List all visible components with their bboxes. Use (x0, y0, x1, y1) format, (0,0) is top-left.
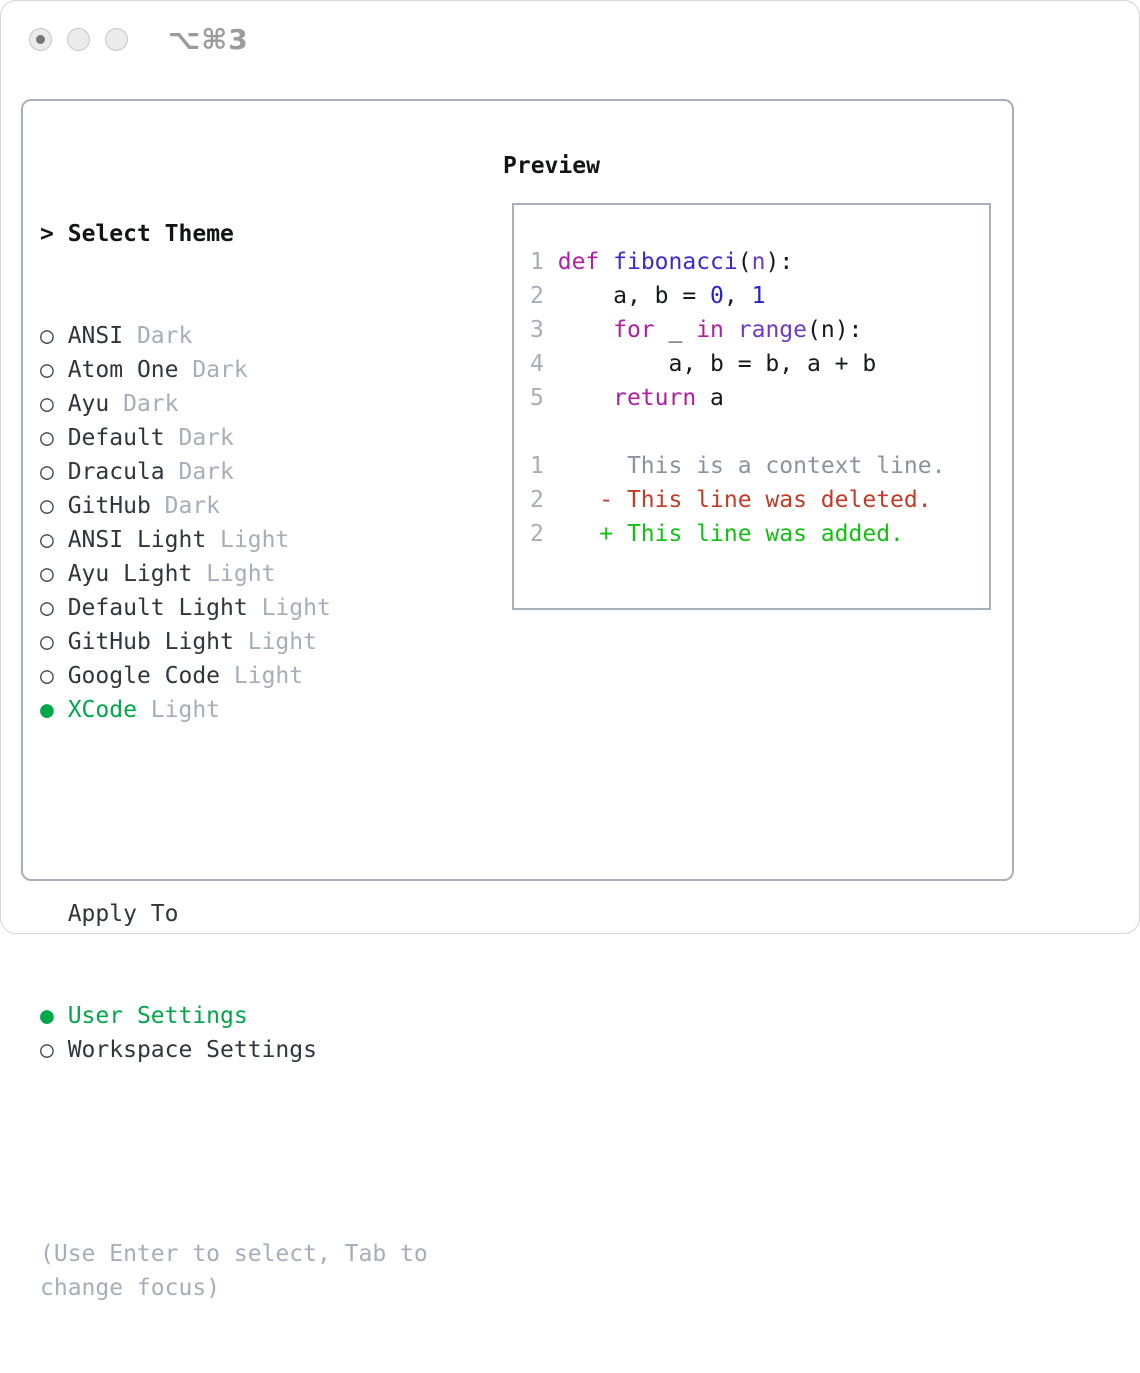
code-token-pl: a (696, 385, 724, 411)
radio-unselected-icon: ○ (40, 493, 54, 519)
theme-variant: Light (233, 663, 304, 689)
radio-unselected-icon: ○ (40, 459, 54, 485)
theme-list (40, 149, 480, 1373)
radio-unselected-icon: ○ (40, 595, 54, 621)
theme-option-default-dark[interactable] (40, 421, 480, 455)
code-line (530, 449, 989, 483)
radio-selected-icon: ● (40, 697, 54, 723)
theme-name: Dracula (53, 459, 179, 485)
theme-name: ANSI Light (53, 527, 221, 553)
theme-name: GitHub (53, 493, 165, 519)
code-line (530, 381, 989, 415)
spacer (40, 1135, 480, 1169)
theme-variant: Light (247, 629, 317, 655)
code-token-pl (544, 317, 613, 343)
theme-option-default-light-light[interactable] (40, 591, 480, 625)
code-line (530, 347, 989, 381)
theme-name: ANSI (53, 323, 137, 349)
code-token-kw: return (613, 385, 697, 411)
code-token-del: - This line was deleted. (599, 487, 932, 513)
code-token-pm: n (751, 249, 766, 275)
apply-option-user-settings[interactable] (40, 999, 480, 1033)
code-token-pl (544, 249, 558, 275)
line-number: 3 (530, 317, 544, 343)
theme-options (40, 319, 480, 727)
theme-option-xcode-light[interactable] (40, 693, 480, 727)
theme-variant: Dark (136, 323, 193, 349)
theme-option-ayu-light-light[interactable] (40, 557, 480, 591)
radio-unselected-icon: ○ (40, 527, 54, 553)
main-panel (21, 99, 1014, 1301)
theme-name: Atom One (53, 357, 193, 383)
apply-option-workspace-settings[interactable] (40, 1033, 480, 1067)
radio-unselected-icon: ○ (40, 357, 54, 383)
code-token-pl: ( (737, 249, 752, 275)
select-theme-header (40, 217, 480, 251)
apply-to-header (40, 897, 480, 931)
code-token-pl (544, 453, 627, 479)
theme-option-ansi-dark[interactable] (40, 319, 480, 353)
code-preview (530, 245, 989, 551)
code-token-fn: fibonacci (613, 249, 738, 275)
theme-variant: Dark (178, 425, 234, 451)
code-line (530, 483, 989, 517)
zoom-button[interactable] (105, 28, 128, 51)
code-token-kw: in (696, 317, 724, 343)
theme-variant: Dark (178, 459, 234, 485)
code-token-pl (544, 521, 599, 547)
preview-title: Preview (503, 153, 600, 179)
theme-name: Default Light (53, 595, 262, 621)
code-token-kw: def (557, 249, 600, 275)
theme-option-github-dark[interactable] (40, 489, 480, 523)
code-token-pl: a, b = b, a + b (668, 351, 877, 377)
code-token-pl (544, 385, 613, 411)
theme-variant: Dark (192, 357, 248, 383)
code-token-pm: range (737, 317, 808, 343)
line-number: 5 (530, 385, 544, 411)
theme-option-ansi-light-light[interactable] (40, 523, 480, 557)
theme-variant: Light (206, 561, 276, 587)
theme-name: XCode (53, 697, 151, 723)
code-token-pl: ): (765, 249, 794, 275)
code-line (530, 279, 989, 313)
code-token-pl (544, 487, 599, 513)
theme-name: Ayu (53, 391, 124, 417)
theme-variant: Light (261, 595, 331, 621)
code-line (530, 313, 989, 347)
prompt-icon: > (40, 221, 54, 247)
preview-box (512, 203, 991, 610)
radio-unselected-icon: ○ (40, 425, 54, 451)
theme-name: Google Code (53, 663, 234, 689)
apply-to-title: Apply To (67, 901, 179, 927)
code-token-pl (544, 351, 669, 377)
theme-variant: Light (150, 697, 221, 723)
code-token-kw: for (613, 317, 655, 343)
theme-name: Default (53, 425, 179, 451)
theme-option-google-code-light[interactable] (40, 659, 480, 693)
code-token-pl: , (723, 283, 752, 309)
line-number: 2 (530, 283, 544, 309)
apply-option-label: User Settings (53, 1003, 248, 1029)
keyboard-shortcut-label: ⌥⌘3 (168, 23, 249, 56)
code-line (530, 517, 989, 551)
code-line (530, 245, 989, 279)
titlebar (1, 1, 1139, 77)
theme-variant: Light (220, 527, 290, 553)
line-number: 2 (530, 487, 544, 513)
theme-option-ayu-dark[interactable] (40, 387, 480, 421)
radio-unselected-icon: ○ (40, 323, 54, 349)
radio-unselected-icon: ○ (40, 391, 54, 417)
line-number: 4 (530, 351, 544, 377)
line-number: 1 (530, 249, 544, 275)
radio-selected-icon: ● (40, 1003, 54, 1029)
code-token-pl: a, b = (613, 283, 711, 309)
spacer (40, 795, 480, 829)
theme-option-github-light-light[interactable] (40, 625, 480, 659)
theme-variant: Dark (123, 391, 179, 417)
code-token-pl: (n): (807, 317, 863, 343)
code-token-pl (724, 317, 738, 343)
code-token-pl (599, 249, 613, 275)
theme-name: GitHub Light (53, 629, 248, 655)
code-token-pl (544, 283, 613, 309)
theme-option-atom-one-dark[interactable] (40, 353, 480, 387)
close-dot-icon (36, 35, 45, 44)
line-number: 1 (530, 453, 544, 479)
code-token-add: + This line was added. (599, 521, 904, 547)
apply-to-options (40, 999, 480, 1067)
code-token-nu: 0 (710, 283, 724, 309)
apply-option-label: Workspace Settings (53, 1037, 317, 1063)
close-button[interactable] (29, 28, 52, 51)
select-theme-title: Select Theme (67, 221, 234, 247)
hint-text: (Use Enter to select, Tab to change focus) (40, 1241, 428, 1301)
theme-option-dracula-dark[interactable] (40, 455, 480, 489)
theme-name: Ayu Light (53, 561, 207, 587)
theme-variant: Dark (164, 493, 221, 519)
minimize-button[interactable] (67, 28, 90, 51)
radio-unselected-icon: ○ (40, 629, 54, 655)
radio-unselected-icon: ○ (40, 663, 54, 689)
code-token-pl: _ (654, 317, 697, 343)
code-line (530, 415, 989, 449)
code-token-nu: 1 (751, 283, 766, 309)
radio-unselected-icon: ○ (40, 561, 54, 587)
line-number: 2 (530, 521, 544, 547)
radio-unselected-icon: ○ (40, 1037, 54, 1063)
code-token-ctx: This is a context line. (626, 453, 946, 479)
